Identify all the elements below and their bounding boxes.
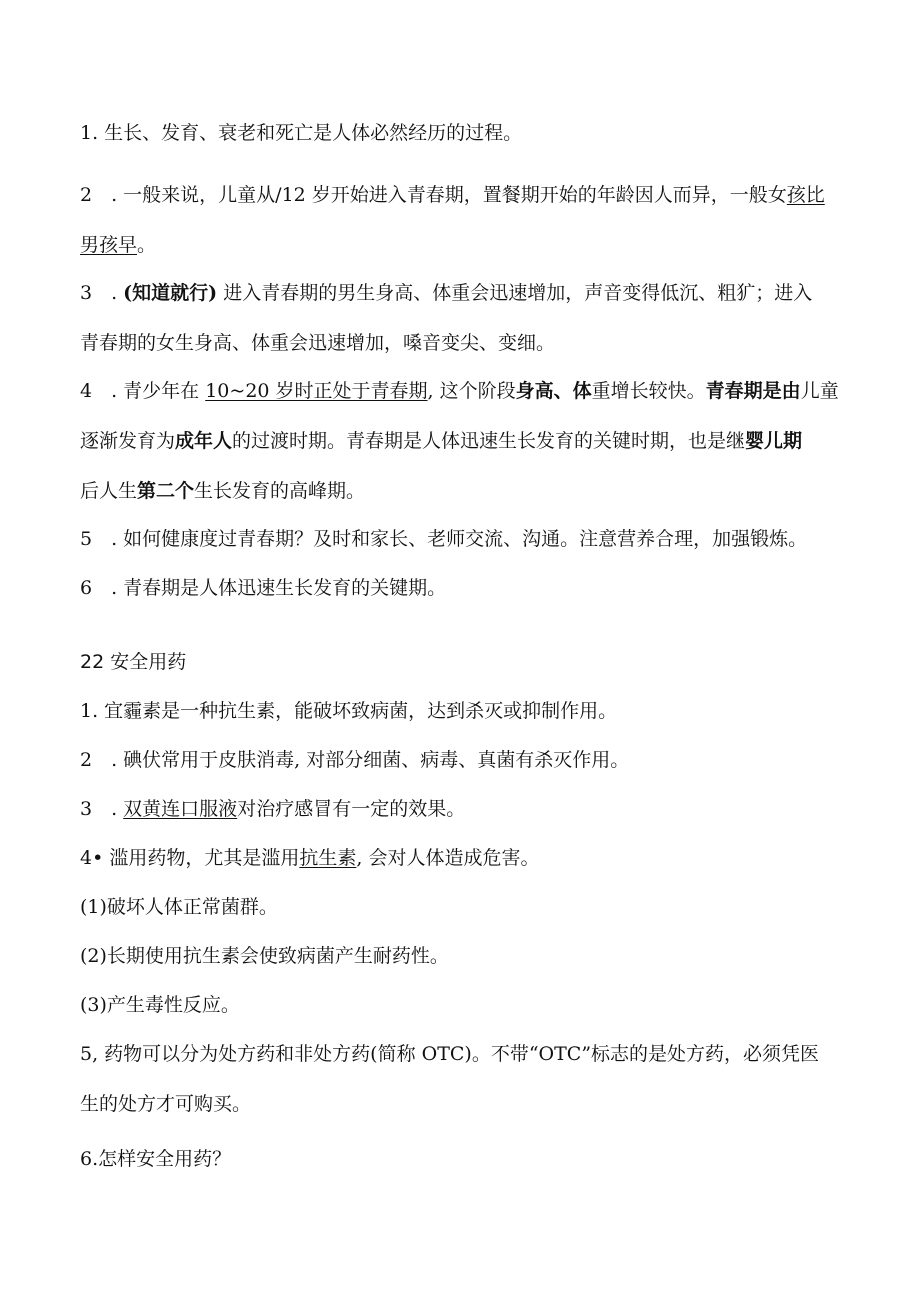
s2-item-5: 5, 药物可以分为处方药和非处方药(简称 OTC)。不带“OTC”标志的是处方药，必须凭医 生的处方才可购买。 <box>80 1043 820 1115</box>
s1-item-2: 2 . 一般来说，儿童从/12 岁开始进入青春期，置餐期开始的年龄因人而异，一般女孩比 男孩早。 <box>80 184 825 256</box>
s2-sub-2: (2)长期使用抗生素会使致病菌产生耐药性。 <box>80 945 449 967</box>
underlined-text: 男孩早 <box>80 234 138 256</box>
bold-note: (知道就行) <box>123 282 218 304</box>
s2-item-6: 6.怎样安全用药？ <box>80 1148 232 1170</box>
s2-item-3: 3 . 双黄连口服液对治疗感冒有一定的效果。 <box>80 798 466 820</box>
s2-item-1: 1. 宜霾素是一种抗生素，能破坏致病菌，达到杀灭或抑制作用。 <box>80 700 618 722</box>
underlined-text: 孩比 <box>786 184 825 206</box>
section-heading: 22 安全用药 <box>80 651 187 673</box>
s1-item-6: 6 . 青春期是人体迅速生长发育的关键期。 <box>80 577 447 599</box>
underlined-text: 10~20 岁时正处于青春期 <box>205 380 428 402</box>
s2-sub-3: (3)产生毒性反应。 <box>80 994 240 1016</box>
s1-item-1: 1. 生长、发育、衰老和死亡是人体必然经历的过程。 <box>80 122 523 144</box>
s2-sub-1: (1)破坏人体正常菌群。 <box>80 896 278 918</box>
underlined-text: 抗生素 <box>299 847 357 869</box>
s2-item-2: 2 . 碘伏常用于皮肤消毒, 对部分细菌、病毒、真菌有杀灭作用。 <box>80 749 630 771</box>
s1-item-3: 3 . (知道就行) 进入青春期的男生身高、体重会迅速增加，声音变得低沉、粗犷；进入 青春期的女生身高、体重会迅速增加，嗓音变尖、变细。 <box>80 282 813 354</box>
s1-item-4: 4 . 青少年在 10~20 岁时正处于青春期, 这个阶段身高、体重增长较快。青春期是由儿童 逐渐发育为成年人的过渡时期。青春期是人体迅速生长发育的关键时期，也是继婴儿期 后人生第二个生长发育的高峰期。 <box>80 380 839 502</box>
s1-item-5: 5 . 如何健康度过青春期？及时和家长、老师交流、沟通。注意营养合理，加强锻炼。 <box>80 528 808 550</box>
s2-item-4: 4• 滥用药物，尤其是滥用抗生素, 会对人体造成危害。 <box>80 847 540 869</box>
underlined-text: 双黄连口服液 <box>123 798 238 820</box>
